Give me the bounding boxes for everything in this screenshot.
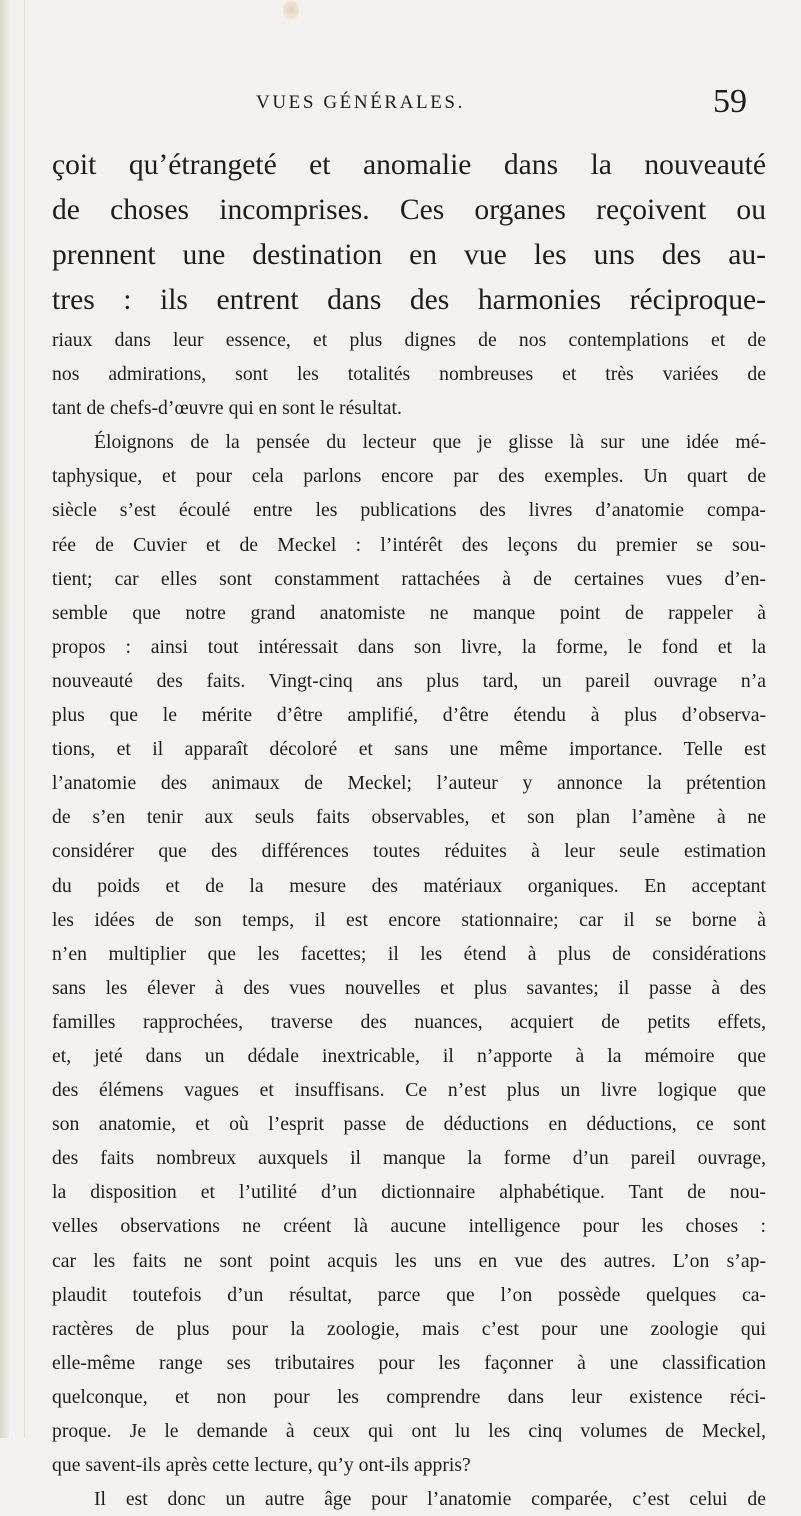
text-line: l’anatomie des animaux de Meckel; l’auteur y annonce la prétention <box>52 772 766 795</box>
text-line: les idées de son temps, il est encore stationnaire; car il se borne à <box>52 908 766 931</box>
text-line: tient; car elles sont constamment rattachées à de certaines vues d’en- <box>52 567 766 590</box>
text-line: tions, et il apparaît décoloré et sans une même importance. Telle est <box>52 738 766 761</box>
text-line: velles observations ne créent là aucune intelligence pour les choses : <box>52 1215 766 1238</box>
running-head: VUES GÉNÉRALES. <box>256 92 465 113</box>
text-line: tres : ils entrent dans des harmonies réciproque- <box>52 284 766 316</box>
text-line: quelconque, et non pour les comprendre dans leur existence réci- <box>52 1385 766 1408</box>
text-line: prennent une destination en vue les uns des au- <box>52 239 766 271</box>
text-line: du poids et de la mesure des matériaux organiques. En acceptant <box>52 874 766 897</box>
text-line: car les faits ne sont point acquis les uns en vue des autres. L’on s’ap- <box>52 1249 766 1272</box>
text-line: çoit qu’étrangeté et anomalie dans la nouveauté <box>52 149 766 181</box>
text-line: elle-même range ses tributaires pour les façonner à une classification <box>52 1351 766 1374</box>
page-header <box>60 83 760 130</box>
paper-stain <box>283 0 299 20</box>
text-line: plaudit toutefois d’un résultat, parce que l’on possède quelques ca- <box>52 1283 766 1306</box>
text-line: des faits nombreux auxquels il manque la forme d’un pareil ouvrage, <box>52 1147 766 1170</box>
text-line: tant de chefs-d’œuvre qui en sont le résultat. <box>52 397 402 420</box>
text-line: Éloignons de la pensée du lecteur que je glisse là sur une idée mé- <box>94 431 766 454</box>
text-line: des élémens vagues et insuffisans. Ce n’est plus un livre logique que <box>52 1079 766 1102</box>
text-line: sans les élever à des vues nouvelles et plus savantes; il passe à des <box>52 976 766 999</box>
text-line: ractères de plus pour la zoologie, mais c’est pour une zoologie qui <box>52 1317 766 1340</box>
text-line: familles rapprochées, traverse des nuances, acquiert de petits effets, <box>52 1010 766 1033</box>
text-line: nos admirations, sont les totalités nombreuses et très variées de <box>52 363 766 386</box>
text-line: la disposition et l’utilité d’un dictionnaire alphabétique. Tant de nou- <box>52 1181 766 1204</box>
text-line: n’en multiplier que les facettes; il les étend à plus de considérations <box>52 942 766 965</box>
text-line: plus que le mérite d’être amplifié, d’être étendu à plus d’observa- <box>52 704 766 727</box>
text-line: de choses incomprises. Ces organes reçoivent ou <box>52 194 766 226</box>
page-fold-line <box>24 0 25 1438</box>
text-line: siècle s’est écoulé entre les publications des livres d’anatomie compa- <box>52 499 766 522</box>
lead-paragraph <box>52 143 766 323</box>
text-line: Il est donc un autre âge pour l’anatomie comparée, c’est celui de <box>94 1488 766 1511</box>
text-line: son anatomie, et où l’esprit passe de déductions en déductions, ce sont <box>52 1113 766 1136</box>
text-line: nouveauté des faits. Vingt-cinq ans plus tard, un pareil ouvrage n’a <box>52 669 766 692</box>
text-line: et, jeté dans un dédale inextricable, il n’apporte à la mémoire que <box>52 1044 766 1067</box>
text-line: considérer que des différences toutes réduites à leur seule estimation <box>52 840 766 863</box>
text-line: rée de Cuvier et de Meckel : l’intérêt des leçons du premier se sou- <box>52 533 766 556</box>
text-line: riaux dans leur essence, et plus dignes de nos contemplations et de <box>52 329 766 351</box>
text-line: proque. Je le demande à ceux qui ont lu les cinq volumes de Meckel, <box>52 1420 766 1442</box>
text-line: propos : ainsi tout intéressait dans son livre, la forme, le fond et la <box>52 635 766 658</box>
page-left-edge <box>0 0 9 1438</box>
text-line: de s’en tenir aux seuls faits observables, et son plan l’amène à ne <box>52 806 766 829</box>
text-line: taphysique, et pour cela parlons encore par des exemples. Un quart de <box>52 465 766 488</box>
text-line: semble que notre grand anatomiste ne manque point de rappeler à <box>52 601 766 624</box>
page-number: 59 <box>713 83 747 120</box>
body-text <box>52 323 766 1516</box>
text-line: que savent-ils après cette lecture, qu’y ont-ils appris? <box>52 1454 471 1477</box>
